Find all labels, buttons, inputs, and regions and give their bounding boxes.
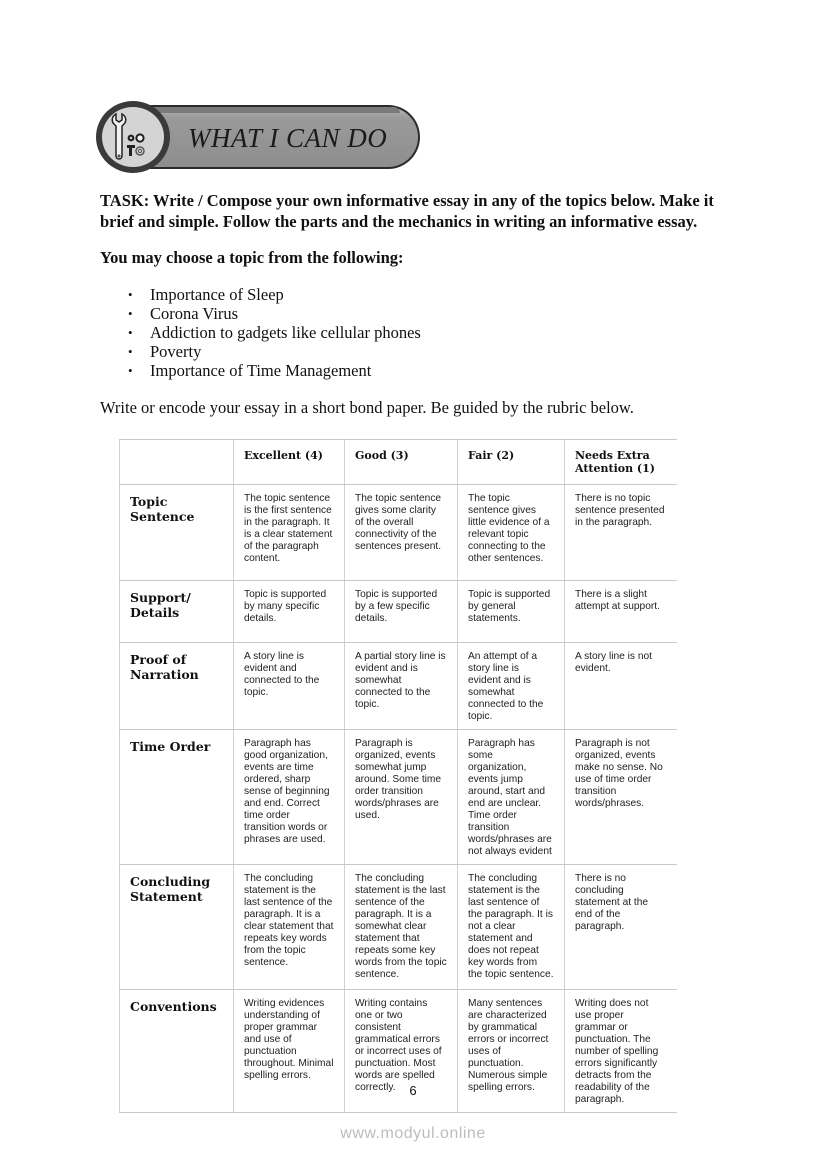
rubric-cell: Writing contains one or two consistent grammatical errors or incorrect uses of punctuation. Most words are spelled correctly.	[345, 990, 458, 1113]
rubric-cell: There is a slight attempt at support.	[565, 581, 677, 643]
criterion-label: Concluding Statement	[120, 865, 234, 990]
rubric-cell: Writing evidences understanding of proper grammar and use of punctuation throughout. Minimal spelling errors.	[234, 990, 345, 1113]
rubric-cell: There is no concluding statement at the end of the paragraph.	[565, 865, 677, 990]
topic-label: Importance of Time Management	[150, 361, 372, 380]
watermark: www.modyul.online	[340, 1125, 486, 1142]
list-item	[128, 361, 421, 380]
tools-icon	[96, 101, 170, 173]
criterion-label: Proof of Narration	[120, 643, 234, 730]
header-fair: Fair (2)	[458, 440, 565, 485]
criterion-label: Time Order	[120, 730, 234, 865]
list-item	[128, 304, 421, 323]
list-item	[128, 323, 421, 342]
table-row	[120, 643, 677, 730]
rubric-cell: The concluding statement is the last sentence of the paragraph. It is not a clear statement and does not repeat key words from the topic sentence.	[458, 865, 565, 990]
header-good: Good (3)	[345, 440, 458, 485]
criterion-label: Support/ Details	[120, 581, 234, 643]
table-row	[120, 730, 677, 865]
rubric-table	[119, 439, 677, 1113]
table-row	[120, 581, 677, 643]
bullet-icon: •	[128, 363, 133, 378]
rubric-header-row	[120, 440, 677, 485]
list-item	[128, 285, 421, 304]
header-criterion	[120, 440, 234, 485]
rubric-cell: Writing does not use proper grammar or punctuation. The number of spelling errors significantly detracts from the readability of the paragraph.	[565, 990, 677, 1113]
section-title: WHAT I CAN DO	[188, 123, 388, 153]
header-excellent: Excellent (4)	[234, 440, 345, 485]
rubric-cell: Paragraph has good organization, events are time ordered, sharp sense of beginning and end. Correct time order transition words or phrases are used.	[234, 730, 345, 865]
choose-topic-label: You may choose a topic from the following:	[100, 248, 404, 267]
rubric-cell: A partial story line is evident and is somewhat connected to the topic.	[345, 643, 458, 730]
rubric-cell: Paragraph is not organized, events make no sense. No use of time order transition words/phrases.	[565, 730, 677, 865]
page-number: 6	[409, 1083, 417, 1098]
rubric-cell: The topic sentence gives little evidence of a relevant topic connecting to the other sentences.	[458, 485, 565, 581]
topic-label: Corona Virus	[150, 304, 239, 323]
bullet-icon: •	[128, 306, 133, 321]
header-needs-extra-attention: Needs Extra Attention (1)	[565, 440, 677, 485]
section-banner	[96, 101, 422, 175]
rubric-cell: The concluding statement is the last sentence of the paragraph. It is a somewhat clear statement that repeats some key words from the topic sentence.	[345, 865, 458, 990]
rubric-cell: Topic is supported by a few specific details.	[345, 581, 458, 643]
bullet-icon: •	[128, 344, 133, 359]
rubric-cell: Many sentences are characterized by grammatical errors or incorrect uses of punctuation. Numerous simple spelling errors.	[458, 990, 565, 1113]
rubric-cell: Paragraph is organized, events somewhat jump around. Some time order transition words/phrases are used.	[345, 730, 458, 865]
rubric-cell: The concluding statement is the last sentence of the paragraph. It is a clear statement that repeats key words from the topic sentence.	[234, 865, 345, 990]
rubric-cell: A story line is not evident.	[565, 643, 677, 730]
table-row	[120, 865, 677, 990]
topic-list	[128, 285, 421, 380]
rubric-cell: An attempt of a story line is evident and is somewhat connected to the topic.	[458, 643, 565, 730]
rubric-cell: A story line is evident and connected to the topic.	[234, 643, 345, 730]
list-item	[128, 342, 421, 361]
criterion-label: Topic Sentence	[120, 485, 234, 581]
topic-label: Addiction to gadgets like cellular phones	[150, 323, 421, 342]
rubric-cell: The topic sentence is the first sentence in the paragraph. It is a clear statement of the paragraph content.	[234, 485, 345, 581]
rubric-instruction: Write or encode your essay in a short bond paper. Be guided by the rubric below.	[100, 398, 634, 417]
rubric-cell: Topic is supported by general statements.	[458, 581, 565, 643]
bullet-icon: •	[128, 287, 133, 302]
bullet-icon: •	[128, 325, 133, 340]
topic-label: Importance of Sleep	[150, 285, 284, 304]
topic-label: Poverty	[150, 342, 202, 361]
table-row	[120, 485, 677, 581]
rubric-cell: Paragraph has some organization, events jump around, start and end are unclear. Time order transition words/phrases are not always evident	[458, 730, 565, 865]
rubric-cell: There is no topic sentence presented in the paragraph.	[565, 485, 677, 581]
task-instructions: TASK: Write / Compose your own informative essay in any of the topics below. Make it brief and simple. Follow the parts and the mechanics in writing an informative essay.	[100, 191, 714, 231]
rubric-cell: Topic is supported by many specific details.	[234, 581, 345, 643]
rubric-cell: The topic sentence gives some clarity of the overall connectivity of the sentences present.	[345, 485, 458, 581]
criterion-label: Conventions	[120, 990, 234, 1113]
